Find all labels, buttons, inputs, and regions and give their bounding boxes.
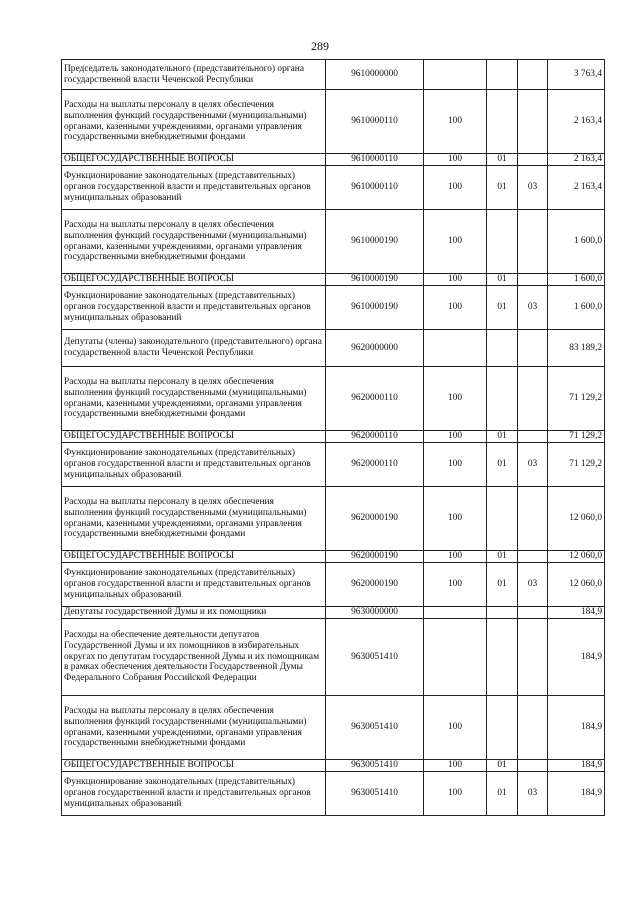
row-sum-cell: 184,9 [548, 619, 605, 696]
row-subsection-cell [518, 210, 548, 274]
row-name-cell: Функционирование законодательных (представительных) органов государственной власти и представительных органов муниципальных образований [62, 166, 326, 210]
row-subsection-cell [518, 154, 548, 166]
row-expense-type-cell: 100 [424, 563, 487, 607]
row-code-cell: 9630051410 [326, 696, 424, 760]
row-name-cell: Депутаты (члены) законодательного (представительного) органа государственной власти Чеченской Республики [62, 330, 326, 367]
row-name-cell: Депутаты государственной Думы и их помощники [62, 607, 326, 619]
row-code-cell: 9620000110 [326, 443, 424, 487]
table-row [62, 210, 605, 274]
row-name-cell: ОБЩЕГОСУДАРСТВЕННЫЕ ВОПРОСЫ [62, 760, 326, 772]
row-sum-cell: 12 060,0 [548, 563, 605, 607]
row-section-cell: 01 [487, 772, 518, 816]
table-row [62, 607, 605, 619]
row-section-cell [487, 487, 518, 551]
row-section-cell: 01 [487, 154, 518, 166]
row-expense-type-cell: 100 [424, 90, 487, 154]
row-code-cell: 9620000190 [326, 563, 424, 607]
row-subsection-cell [518, 487, 548, 551]
row-code-cell: 9610000190 [326, 286, 424, 330]
row-sum-cell: 71 129,2 [548, 443, 605, 487]
budget-table-body [62, 60, 605, 816]
row-code-cell: 9610000000 [326, 60, 424, 90]
row-sum-cell: 1 600,0 [548, 286, 605, 330]
row-expense-type-cell: 100 [424, 210, 487, 274]
row-sum-cell: 1 600,0 [548, 210, 605, 274]
row-name-cell: ОБЩЕГОСУДАРСТВЕННЫЕ ВОПРОСЫ [62, 431, 326, 443]
row-code-cell: 9630051410 [326, 772, 424, 816]
table-row [62, 760, 605, 772]
row-code-cell: 9610000110 [326, 166, 424, 210]
row-sum-cell: 2 163,4 [548, 166, 605, 210]
table-row [62, 487, 605, 551]
row-name-cell: Расходы на выплаты персоналу в целях обеспечения выполнения функций государственными (муниципальными) органами, казенными учреждениями, органами управления государственными внебюджетными фондами [62, 367, 326, 431]
table-row [62, 619, 605, 696]
row-expense-type-cell: 100 [424, 367, 487, 431]
row-section-cell [487, 607, 518, 619]
row-expense-type-cell: 100 [424, 443, 487, 487]
row-section-cell: 01 [487, 166, 518, 210]
table-row [62, 90, 605, 154]
table-row [62, 431, 605, 443]
row-name-cell: Расходы на обеспечение деятельности депутатов Государственной Думы и их помощников в избирательных округах по депутатам государственной Думы и их помощникам в рамках обеспечения деятельности Государственной Думы Федерального Собрания Российской Федерации [62, 619, 326, 696]
row-subsection-cell: 03 [518, 286, 548, 330]
row-sum-cell: 184,9 [548, 760, 605, 772]
row-code-cell: 9610000110 [326, 154, 424, 166]
row-sum-cell: 184,9 [548, 696, 605, 760]
row-section-cell: 01 [487, 431, 518, 443]
row-subsection-cell [518, 60, 548, 90]
row-name-cell: ОБЩЕГОСУДАРСТВЕННЫЕ ВОПРОСЫ [62, 274, 326, 286]
row-name-cell: Расходы на выплаты персоналу в целях обеспечения выполнения функций государственными (муниципальными) органами, казенными учреждениями, органами управления государственными внебюджетными фондами [62, 210, 326, 274]
table-row [62, 154, 605, 166]
table-row [62, 166, 605, 210]
table-row [62, 551, 605, 563]
row-subsection-cell [518, 551, 548, 563]
row-section-cell [487, 367, 518, 431]
row-section-cell: 01 [487, 443, 518, 487]
row-subsection-cell: 03 [518, 166, 548, 210]
row-expense-type-cell: 100 [424, 760, 487, 772]
row-subsection-cell: 03 [518, 772, 548, 816]
row-name-cell: ОБЩЕГОСУДАРСТВЕННЫЕ ВОПРОСЫ [62, 551, 326, 563]
row-section-cell: 01 [487, 551, 518, 563]
row-expense-type-cell [424, 619, 487, 696]
row-section-cell [487, 90, 518, 154]
row-expense-type-cell: 100 [424, 166, 487, 210]
row-subsection-cell [518, 607, 548, 619]
row-section-cell [487, 210, 518, 274]
row-expense-type-cell: 100 [424, 696, 487, 760]
row-expense-type-cell: 100 [424, 286, 487, 330]
row-expense-type-cell: 100 [424, 274, 487, 286]
row-subsection-cell [518, 760, 548, 772]
table-row [62, 367, 605, 431]
table-row [62, 696, 605, 760]
row-code-cell: 9610000110 [326, 90, 424, 154]
row-name-cell: Расходы на выплаты персоналу в целях обеспечения выполнения функций государственными (муниципальными) органами, казенными учреждениями, органами управления государственными внебюджетными фондами [62, 487, 326, 551]
row-name-cell: ОБЩЕГОСУДАРСТВЕННЫЕ ВОПРОСЫ [62, 154, 326, 166]
row-subsection-cell [518, 90, 548, 154]
row-section-cell: 01 [487, 274, 518, 286]
row-section-cell [487, 619, 518, 696]
row-code-cell: 9620000110 [326, 431, 424, 443]
row-section-cell [487, 60, 518, 90]
table-row [62, 330, 605, 367]
row-sum-cell: 12 060,0 [548, 551, 605, 563]
row-code-cell: 9620000190 [326, 551, 424, 563]
row-section-cell: 01 [487, 760, 518, 772]
row-name-cell: Функционирование законодательных (представительных) органов государственной власти и представительных органов муниципальных образований [62, 563, 326, 607]
table-row [62, 563, 605, 607]
table-row [62, 274, 605, 286]
row-name-cell: Председатель законодательного (представительного) органа государственной власти Чеченской Республики [62, 60, 326, 90]
row-name-cell: Расходы на выплаты персоналу в целях обеспечения выполнения функций государственными (муниципальными) органами, казенными учреждениями, органами управления государственными внебюджетными фондами [62, 696, 326, 760]
row-name-cell: Функционирование законодательных (представительных) органов государственной власти и представительных органов муниципальных образований [62, 443, 326, 487]
row-code-cell: 9630000000 [326, 607, 424, 619]
row-sum-cell: 83 189,2 [548, 330, 605, 367]
row-code-cell: 9610000190 [326, 274, 424, 286]
row-name-cell: Функционирование законодательных (представительных) органов государственной власти и представительных органов муниципальных образований [62, 286, 326, 330]
row-code-cell: 9620000190 [326, 487, 424, 551]
row-sum-cell: 184,9 [548, 607, 605, 619]
row-code-cell: 9620000000 [326, 330, 424, 367]
row-subsection-cell: 03 [518, 563, 548, 607]
row-name-cell: Расходы на выплаты персоналу в целях обеспечения выполнения функций государственными (муниципальными) органами, казенными учреждениями, органами управления государственными внебюджетными фондами [62, 90, 326, 154]
row-section-cell: 01 [487, 286, 518, 330]
row-code-cell: 9620000110 [326, 367, 424, 431]
row-subsection-cell [518, 274, 548, 286]
row-subsection-cell [518, 619, 548, 696]
row-sum-cell: 71 129,2 [548, 431, 605, 443]
row-sum-cell: 2 163,4 [548, 90, 605, 154]
row-section-cell: 01 [487, 563, 518, 607]
row-code-cell: 9630051410 [326, 760, 424, 772]
row-code-cell: 9610000190 [326, 210, 424, 274]
row-subsection-cell [518, 431, 548, 443]
row-expense-type-cell [424, 607, 487, 619]
row-expense-type-cell [424, 330, 487, 367]
row-sum-cell: 3 763,4 [548, 60, 605, 90]
row-name-cell: Функционирование законодательных (представительных) органов государственной власти и представительных органов муниципальных образований [62, 772, 326, 816]
table-row [62, 443, 605, 487]
row-sum-cell: 71 129,2 [548, 367, 605, 431]
page-number: 289 [311, 39, 329, 53]
table-row [62, 60, 605, 90]
row-expense-type-cell: 100 [424, 431, 487, 443]
table-row [62, 286, 605, 330]
budget-table [61, 59, 605, 816]
row-expense-type-cell [424, 60, 487, 90]
row-subsection-cell [518, 367, 548, 431]
row-code-cell: 9630051410 [326, 619, 424, 696]
row-sum-cell: 1 600,0 [548, 274, 605, 286]
row-sum-cell: 184,9 [548, 772, 605, 816]
row-expense-type-cell: 100 [424, 551, 487, 563]
row-sum-cell: 12 060,0 [548, 487, 605, 551]
row-subsection-cell: 03 [518, 443, 548, 487]
row-subsection-cell [518, 696, 548, 760]
row-section-cell [487, 330, 518, 367]
row-expense-type-cell: 100 [424, 772, 487, 816]
row-expense-type-cell: 100 [424, 487, 487, 551]
row-section-cell [487, 696, 518, 760]
row-expense-type-cell: 100 [424, 154, 487, 166]
row-sum-cell: 2 163,4 [548, 154, 605, 166]
table-row [62, 772, 605, 816]
row-subsection-cell [518, 330, 548, 367]
